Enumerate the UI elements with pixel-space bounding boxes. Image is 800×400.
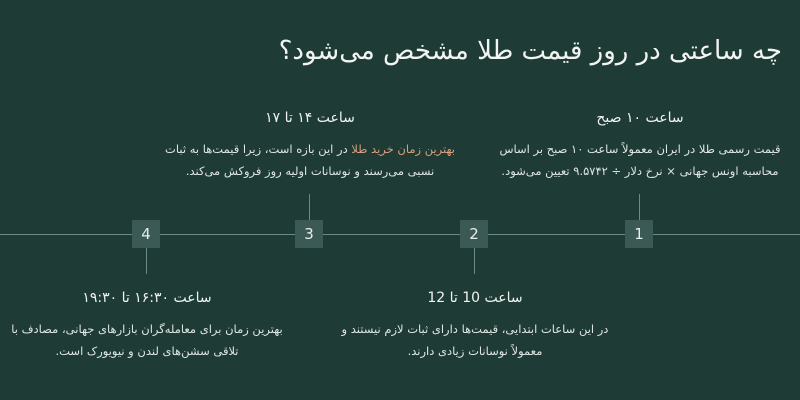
- step-4-marker: 4: [132, 220, 160, 248]
- step-4-heading: ساعت ۱۶:۳۰ تا ۱۹:۳۰: [82, 290, 212, 306]
- step-1-heading: ساعت ۱۰ صبح: [596, 110, 684, 126]
- step-1-marker: 1: [625, 220, 653, 248]
- step-3-connector: [309, 194, 310, 220]
- step-2-card: [330, 290, 620, 362]
- step-2-text: در این ساعات ابتدایی، قیمت‌ها دارای ثبات لازم نیستند و معمولاً نوسانات زیادی دارند.: [341, 322, 609, 358]
- step-1-card: [495, 110, 785, 182]
- step-2-marker: 2: [460, 220, 488, 248]
- step-1-text: قیمت رسمی طلا در ایران معمولاً ساعت ۱۰ صبح بر اساس محاسبه اونس جهانی × نرخ دلار ÷ ۹.۵۷۴۲ تعیین می‌شود.: [499, 142, 781, 178]
- step-4-connector: [146, 248, 147, 274]
- step-1-connector: [639, 194, 640, 220]
- step-3-card: [165, 110, 455, 182]
- step-3-text: [165, 138, 455, 182]
- step-4-text: بهترین زمان برای معامله‌گران بازارهای جهانی، مصادف با تلاقی سشن‌های لندن و نیویورک است.: [11, 322, 283, 358]
- timeline-axis: [0, 234, 800, 235]
- step-3-marker: 3: [295, 220, 323, 248]
- step-3-highlight: بهترین زمان خرید طلا: [351, 142, 455, 156]
- step-3-text-body: در این بازه است، زیرا قیمت‌ها به ثبات نسبی می‌رسند و نوسانات اولیه روز فروکش می‌کند.: [165, 142, 435, 178]
- page-title: چه ساعتی در روز قیمت طلا مشخص می‌شود؟: [278, 36, 782, 66]
- step-4-card: [2, 290, 292, 362]
- step-2-connector: [474, 248, 475, 274]
- step-2-heading: ساعت 10 تا 12: [427, 290, 523, 306]
- step-3-heading: ساعت ۱۴ تا ۱۷: [265, 110, 355, 126]
